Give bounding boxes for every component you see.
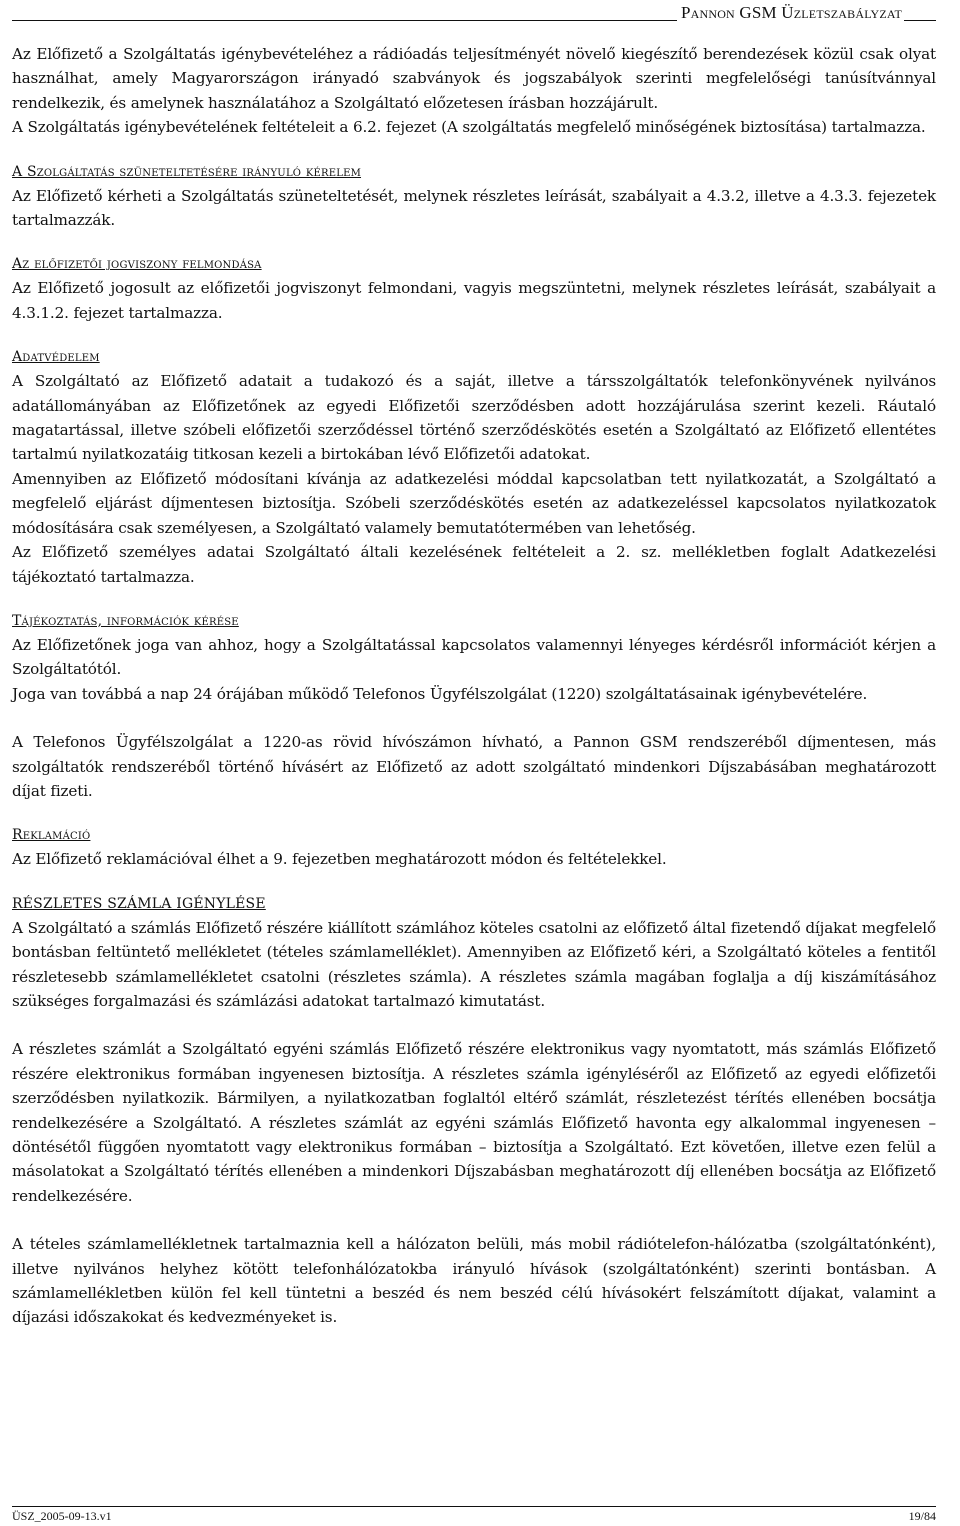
spacer [12, 1013, 936, 1037]
header-title: Pannon GSM Üzletszabályzat [677, 3, 904, 23]
section-heading: A Szolgáltatás szüneteltetésére irányuló kérelem [12, 163, 362, 180]
footer-rule [12, 1506, 936, 1507]
section-information [12, 609, 936, 803]
paragraph: Amennyiben az Előfizető módosítani kívánja az adatkezelési móddal kapcsolatban tett nyilatkozatát, a Szolgáltató a megfelelő eljárást díjmentesen biztosítja. Szóbeli szerződéskötés esetén az adatkezeléssel kapcsolatos nyilatkozatok módosítására csak személyesen, a Szolgáltató valamely bemutatótermében van lehetőség. [12, 469, 936, 537]
intro-section [12, 42, 936, 140]
page-number: 19/84 [908, 1509, 936, 1523]
page-header [12, 2, 936, 26]
spacer [12, 706, 936, 730]
paragraph: Az Előfizető jogosult az előfizetői jogviszonyt felmondani, vagyis megszüntetni, melynek részletes leírását, szabályait a 4.3.1.2. fejezet tartalmazza. [12, 279, 936, 322]
section-heading: Tájékoztatás, információk kérése [12, 612, 239, 629]
section-heading: Az előfizetői jogviszony felmondása [12, 256, 262, 273]
section-termination [12, 252, 936, 325]
document-body [12, 42, 936, 1330]
paragraph: Az Előfizetőnek joga van ahhoz, hogy a Szolgáltatással kapcsolatos valamennyi lényeges kérdésről információt kérjen a Szolgáltatótól. [12, 635, 936, 679]
paragraph: A Szolgáltató a számlás Előfizető részére kiállított számlához köteles csatolni az előfizető által fizetendő díjakat megfelelő bontásban feltüntető mellékletet (tételes számlamelléklet). Amennyiben az Előfizető kéri, a Szolgáltató köteles a fentitől részletesebb számlamellékletet csatolni (részletes számla). A részletes számla magában foglalja a díj kiszámításához szükséges forgalmazási és számlázási adatokat tartalmazó kimutatást. [12, 918, 936, 1010]
paragraph: A részletes számlát a Szolgáltató egyéni számlás Előfizető részére elektronikus vagy nyomtatott, más számlás Előfizető részére elektronikus formában ingyenesen biztosítja. A részletes számla igényléséről az Előfizető az egyedi előfizetői szerződésben nyilatkozik. Bármilyen, a nyilatkozatban foglaltól eltérő számlát, részletezést térítés ellenében bocsátja rendelkezésére a Szolgáltató. A részletes számlát az egyéni számlás Előfizető havonta egy alkalommal ingyenesen – döntésétől függően nyomtatott vagy elektronikus formában – biztosítja a Szolgáltató. Ezt követően, illetve ezen felül a másolatokat a Szolgáltató térítés ellenében a mindenkori Díjszabásban meghatározott díj ellenében bocsátja az Előfizető rendelkezésére. [12, 1040, 936, 1205]
document-page [12, 0, 936, 1526]
section-heading: Reklamáció [12, 827, 91, 844]
paragraph: Joga van továbbá a nap 24 órájában működő Telefonos Ügyfélszolgálat (1220) szolgáltatásainak igénybevételére. [12, 684, 868, 703]
spacer [12, 1208, 936, 1232]
page-footer [12, 1496, 936, 1526]
section-suspension [12, 160, 936, 233]
section-complaint [12, 823, 936, 871]
paragraph: A tételes számlamellékletnek tartalmaznia kell a hálózaton belüli, más mobil rádiótelefon-hálózatba (szolgáltatónként), illetve nyilvános helyhez kötött telefonhálózatokba irányuló hívások (szolgáltatónként) szerinti bontásban. A számlamellékletben külön fel kell tüntetni a beszéd és nem beszéd célú hívásokért felszámított díjakat, valamint a díjazási időszakokat és kedvezményeket is. [12, 1235, 936, 1327]
paragraph: Az Előfizető a Szolgáltatás igénybevételéhez a rádióadás teljesítményét növelő kiegészítő berendezések közül csak olyat használhat, amely Magyarországon irányadó szabványok és jogszabályok szerinti megfelelőségi tanúsítvánnyal rendelkezik, és amelynek használatához a Szolgáltató előzetesen írásban hozzájárult. [12, 45, 936, 112]
section-itemized-bill [12, 892, 936, 1330]
paragraph: Az Előfizető kérheti a Szolgáltatás szüneteltetését, melynek részletes leírását, szabályait a 4.3.2, illetve a 4.3.3. fejezetek tartalmazzák. [12, 186, 936, 230]
paragraph: A Szolgáltatás igénybevételének feltételeit a 6.2. fejezet (A szolgáltatás megfelelő minőségének biztosítása) tartalmazza. [12, 118, 926, 137]
paragraph: A Szolgáltató az Előfizető adatait a tudakozó és a saját, illetve a társszolgáltatók telefonkönyvének nyilvános adatállományában az Előfizetőnek az egyedi Előfizetői szerződésben adott hozzájárulása szerint kezeli. Ráutaló magatartással, illetve szóbeli előfizetői szerződéssel történő szerződéskötés esetén a Szolgáltató az Előfizető ellentétes tartalmú nyilatkozatáig titkosan kezeli a birtokában lévő Előfizetői adatokat. [12, 372, 936, 464]
section-heading: Adatvédelem [12, 349, 100, 366]
paragraph: Az Előfizető személyes adatai Szolgáltató általi kezelésének feltételeit a 2. sz. mellékletben foglalt Adatkezelési tájékoztató tartalmazza. [12, 543, 936, 586]
paragraph: A Telefonos Ügyfélszolgálat a 1220-as rövid hívószámon hívható, a Pannon GSM rendszeréből díjmentesen, más szolgáltatók rendszeréből történő hívásért az Előfizető az adott szolgáltató mindenkori Díjszabásában meghatározott díjat fizeti. [12, 733, 936, 800]
header-rule-tail [908, 20, 936, 21]
document-id: ÜSZ_2005-09-13.v1 [12, 1509, 112, 1523]
paragraph: Az Előfizető reklamációval élhet a 9. fejezetben meghatározott módon és feltételekkel. [12, 850, 667, 869]
section-data-protection [12, 345, 936, 589]
section-heading: RÉSZLETES SZÁMLA IGÉNYLÉSE [12, 895, 266, 912]
